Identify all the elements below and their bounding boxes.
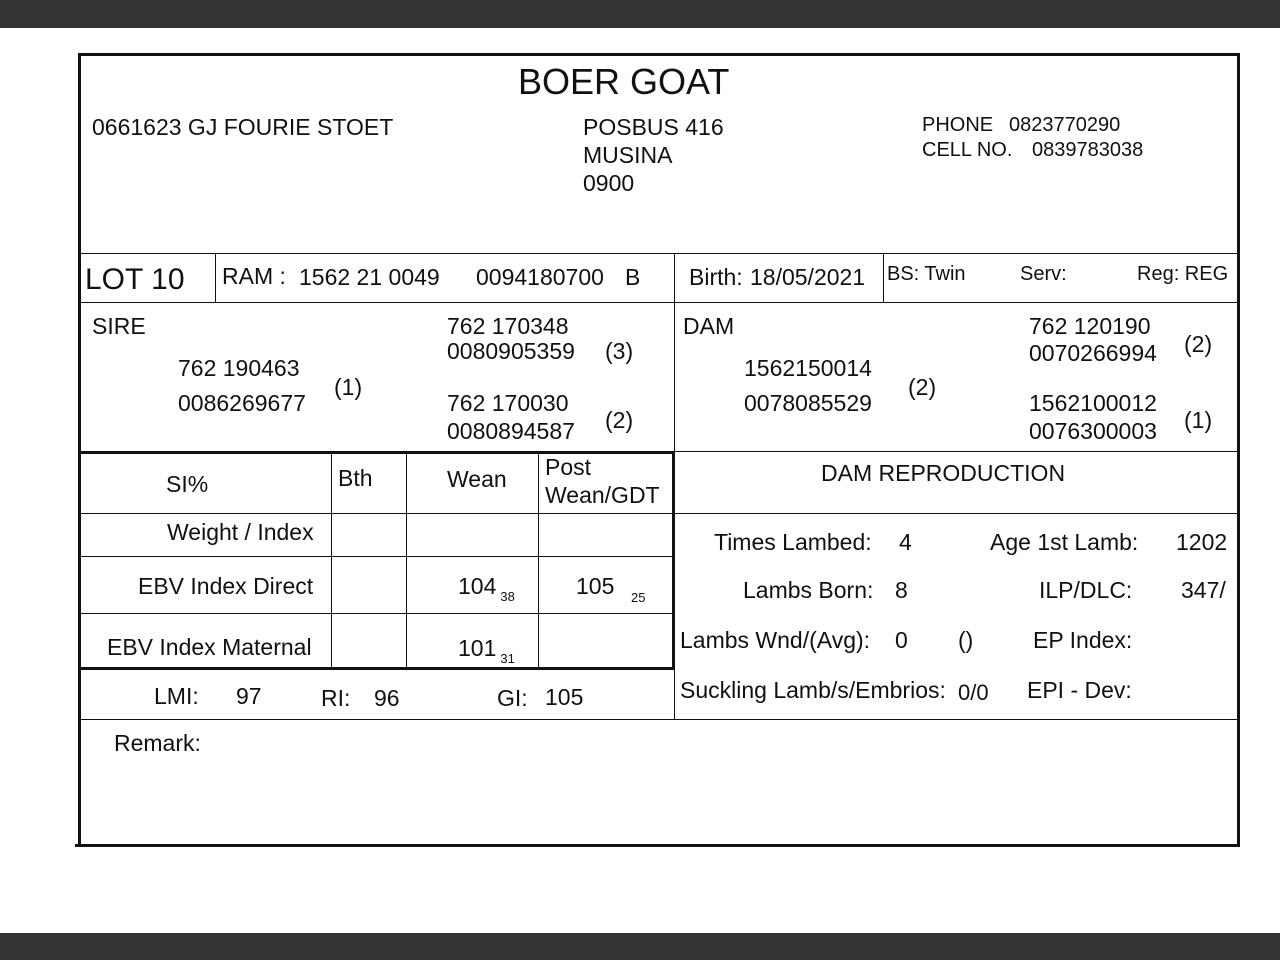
service-label: Serv: (1020, 263, 1067, 285)
age-first-lamb-label: Age 1st Lamb: (990, 529, 1139, 555)
frame-right (1237, 53, 1240, 847)
divider-lot-bottom (80, 302, 1238, 303)
registration: Reg: REG (1137, 263, 1229, 285)
dam-count: (2) (908, 374, 937, 400)
times-lambed-value: 4 (899, 529, 912, 555)
sire-count: (1) (334, 374, 363, 400)
ri-value: 96 (374, 685, 400, 711)
suckling-label: Suckling Lamb/s/Embrios: (680, 677, 946, 703)
lmi-label: LMI: (154, 683, 199, 709)
ebv-direct-wean: 104 $_{38}$ (458, 573, 515, 604)
gi-value: 105 (545, 684, 584, 710)
birth-label: Birth: (689, 264, 743, 290)
dam-dam-number: 1562100012 (1029, 390, 1157, 416)
lambs-born-value: 8 (895, 577, 908, 603)
ram-number: 1562 21 0049 (299, 264, 440, 290)
sire-dam-count: (2) (605, 407, 634, 433)
birth-status: BS: Twin (887, 263, 966, 285)
divider-col-wean (406, 454, 407, 668)
ebv-direct-label: EBV Index Direct (138, 573, 314, 599)
sire-label: SIRE (92, 313, 146, 339)
breeder-line: 0661623 GJ FOURIE STOET (92, 114, 394, 140)
address-line-1: POSBUS 416 (583, 114, 724, 140)
dam-sire-count: (2) (1184, 331, 1213, 357)
divider-weight (80, 556, 674, 557)
suckling-value: 0/0 (958, 680, 989, 705)
dam-number: 1562150014 (744, 355, 872, 381)
ram-id: 0094180700 (476, 264, 604, 290)
ilp-dlc-value: 347/ (1181, 577, 1226, 603)
divider-middle (674, 253, 675, 720)
sire-dam-id: 0080894587 (447, 418, 575, 444)
lambs-weaned-avg: () (958, 627, 974, 653)
sire-number: 762 190463 (178, 355, 300, 381)
dam-dam-count: (1) (1184, 407, 1213, 433)
lambs-born-label: Lambs Born: (743, 577, 874, 603)
lot-label: LOT 10 (85, 263, 185, 296)
divider-col-post (538, 454, 539, 668)
epi-dev-label: EPI - Dev: (1027, 677, 1132, 703)
dam-reproduction-title: DAM REPRODUCTION (821, 460, 1066, 486)
lambs-weaned-label: Lambs Wnd/(Avg): (680, 627, 871, 653)
sire-dam-number: 762 170030 (447, 390, 569, 416)
ilp-dlc-label: ILP/DLC: (1039, 577, 1133, 603)
lmi-value: 97 (236, 683, 262, 709)
ram-label: RAM : (222, 263, 286, 289)
divider-dam-bottom (674, 451, 1238, 452)
frame-top (78, 53, 1240, 56)
post-wean-header-line-1: Post (545, 454, 592, 480)
perf-box-bottom (79, 667, 675, 670)
phone-value: 0823770290 (1009, 114, 1121, 136)
birth-date: 18/05/2021 (750, 264, 866, 290)
frame-left (78, 53, 81, 847)
sire-id: 0086269677 (178, 390, 306, 416)
sire-sire-number: 762 170348 (447, 313, 569, 339)
card-title: BOER GOAT (518, 61, 730, 102)
ram-code: B (625, 264, 641, 290)
divider-lot-label (215, 253, 216, 303)
divider-lot-top (80, 253, 1238, 254)
address-line-3: 0900 (583, 170, 635, 196)
dam-sire-id: 0070266994 (1029, 340, 1157, 366)
ri-label: RI: (321, 685, 351, 711)
cell-value: 0839783038 (1032, 139, 1144, 161)
ebv-direct-post: 105 (576, 573, 615, 599)
dam-id: 0078085529 (744, 390, 872, 416)
times-lambed-label: Times Lambed: (714, 529, 872, 555)
divider-repro-header (674, 513, 1238, 514)
ebv-maternal-wean: 101 $_{31}$ (458, 635, 515, 666)
weight-index-label: Weight / Index (167, 519, 314, 545)
divider-direct (80, 613, 674, 614)
sire-sire-id: 0080905359 (447, 338, 575, 364)
divider-birth (883, 253, 884, 303)
dam-sire-number: 762 120190 (1029, 313, 1151, 339)
divider-perf-header (80, 513, 674, 514)
bth-header: Bth (338, 465, 373, 491)
phone-label: PHONE (922, 114, 994, 136)
si-header: SI% (166, 471, 209, 497)
lambs-weaned-value: 0 (895, 627, 908, 653)
sire-sire-count: (3) (605, 338, 634, 364)
ep-index-label: EP Index: (1033, 627, 1133, 653)
dam-label: DAM (683, 313, 735, 339)
wean-header: Wean (447, 466, 507, 492)
ebv-maternal-label: EBV Index Maternal (107, 634, 312, 660)
age-first-lamb-value: 1202 (1176, 529, 1228, 555)
ebv-direct-post-sub: 25 (631, 590, 646, 605)
divider-col-bth (331, 454, 332, 668)
dam-dam-id: 0076300003 (1029, 418, 1157, 444)
post-wean-header-line-2: Wean/GDT (545, 482, 660, 508)
gi-label: GI: (497, 685, 528, 711)
divider-remark (80, 719, 1238, 720)
frame-bottom (75, 844, 1240, 847)
cell-label: CELL NO. (922, 139, 1013, 161)
remark-label: Remark: (114, 730, 201, 756)
address-line-2: MUSINA (583, 142, 673, 168)
